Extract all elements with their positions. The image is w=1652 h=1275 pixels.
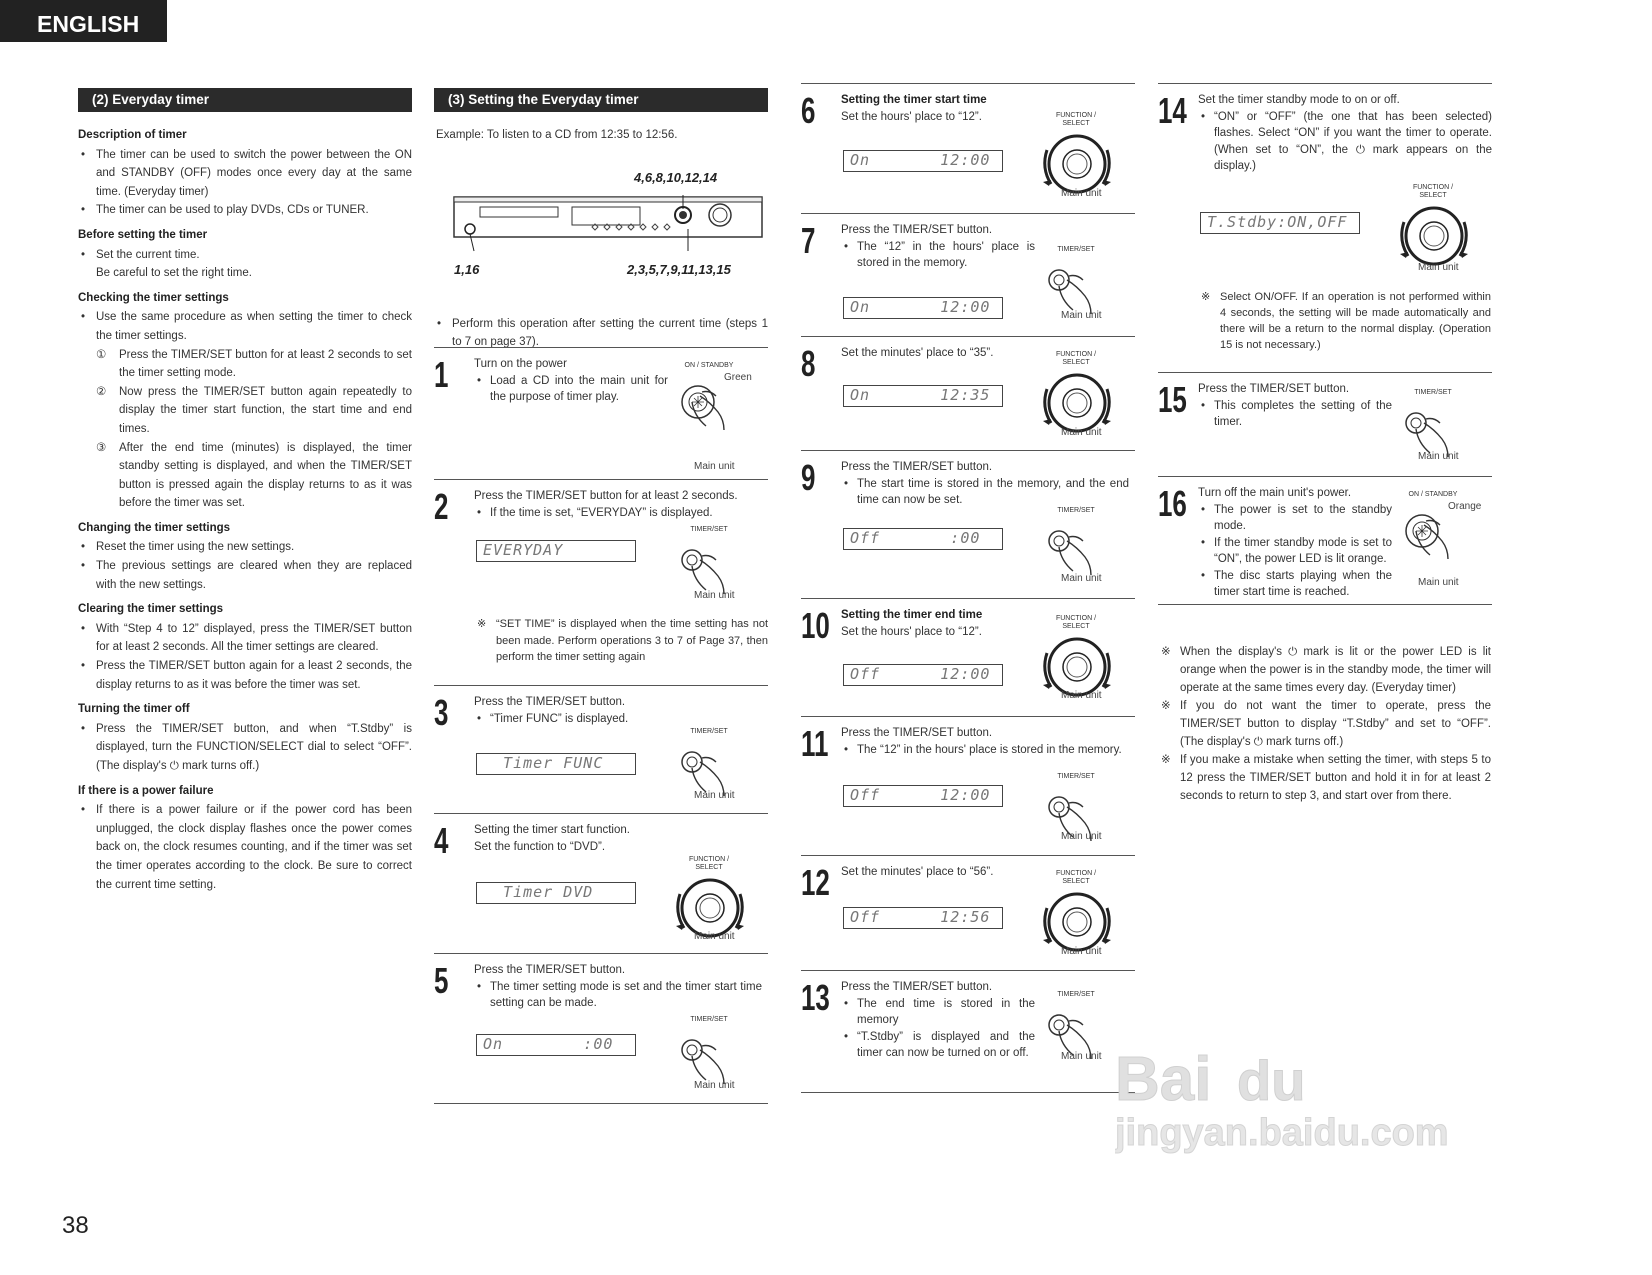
step-text: Press the TIMER/SET button. • The end time is stored in the memory • “T.Stdby” is displayed and the timer can now be turned on or off. xyxy=(841,979,1035,1062)
function-select-dial: FUNCTION / SELECT xyxy=(1033,870,1129,962)
heading-checking: Checking the timer settings xyxy=(78,291,229,304)
main-unit-caption: Main unit xyxy=(1061,573,1102,584)
lcd-display: On 12:35 xyxy=(843,385,1003,407)
step-11 xyxy=(801,716,1135,855)
svg-text:du: du xyxy=(1237,1049,1306,1112)
list-item: • If there is a power failure or if the power cord has been unplugged, the clock display flashes once the power comes back on, the clock resumes counting, and if the timer was set the timer operates according to the clock. Be sure to correct the current time setting. xyxy=(78,801,412,894)
step-text: Setting the timer start function. Set the function to “DVD”. xyxy=(474,824,630,853)
step-13 xyxy=(801,970,1135,1092)
function-select-dial: FUNCTION / SELECT xyxy=(1390,184,1486,278)
watermark xyxy=(1115,1045,1475,1160)
lcd-display: On 12:00 xyxy=(843,297,1003,319)
setting-everyday-timer-section xyxy=(434,88,768,364)
step-text: Press the TIMER/SET button. • The “12” in the hours' place is stored in the memory. xyxy=(841,725,1129,758)
step-text: Set the minutes' place to “35”. xyxy=(841,347,994,359)
timer-set-button: TIMER/SET xyxy=(666,526,762,606)
step-6 xyxy=(801,83,1135,213)
everyday-timer-section xyxy=(78,88,412,894)
divider xyxy=(434,1103,768,1104)
step-4 xyxy=(434,813,768,953)
list-item: • The disc starts playing when the timer start time is reached. xyxy=(1198,568,1392,601)
step-number: 10 xyxy=(801,605,830,646)
list-item: • Use the same procedure as when setting the timer to check the timer settings. xyxy=(78,308,412,345)
function-select-dial: FUNCTION / SELECT xyxy=(666,856,762,947)
step-number: 13 xyxy=(801,977,830,1018)
list-item: • Press the TIMER/SET button, and when “T.Stdby” is displayed, turn the FUNCTION/SELECT dial to select “OFF”. (The display's ⏻ mark turns off.) xyxy=(78,720,412,776)
on-standby-button: ON / STANDBY Orange xyxy=(1390,491,1486,593)
list-item: • The timer setting mode is set and the timer start time setting can be made. xyxy=(474,979,762,1012)
step-text: Press the TIMER/SET button for at least 2 seconds. • If the time is set, “EVERYDAY” is displayed. xyxy=(474,488,762,521)
timer-set-button: TIMER/SET xyxy=(1033,246,1129,326)
lcd-display: EVERYDAY xyxy=(476,540,636,562)
step-9 xyxy=(801,450,1135,598)
list-item: • “ON” or “OFF” (the one that has been selected) flashes. Select “ON” if you want the timer to operate. (When set to “ON”, the ⏻ mark appears on the display.) xyxy=(1198,109,1492,175)
heading-clearing: Clearing the timer settings xyxy=(78,603,224,616)
step-number: 14 xyxy=(1158,90,1187,131)
page-number: 38 xyxy=(62,1212,89,1239)
main-unit-caption: Main unit xyxy=(694,931,735,942)
list-item: • Perform this operation after setting the current time (steps 1 to 7 on page 37). xyxy=(434,315,768,352)
list-item: • Reset the timer using the new settings. xyxy=(78,538,412,557)
step-text: Press the TIMER/SET button. • This completes the setting of the timer. xyxy=(1198,381,1392,431)
list-item: • The previous settings are cleared when they are replaced with the new settings. xyxy=(78,557,412,594)
list-item: • The timer can be used to switch the power between the ON and STANDBY (OFF) modes once every day at the same time. (Everyday timer) xyxy=(78,146,412,202)
led-color-label: Orange xyxy=(1448,501,1482,512)
main-unit-caption: Main unit xyxy=(1061,427,1102,438)
callout-top: 4,6,8,10,12,14 xyxy=(634,169,718,185)
step-text: Set the timer standby mode to on or off. • “ON” or “OFF” (the one that has been selected) flashes. Select “ON” if you want the timer to operate. (When set to “ON”, the ⏻ mark appears on the display.) xyxy=(1198,92,1492,175)
function-select-dial: FUNCTION / SELECT xyxy=(1033,615,1129,706)
note-step-2: ※ “SET TIME” is displayed when the time setting has not been made. Perform operations 3 to 7 of Page 37, then perform the timer setting again xyxy=(477,618,768,663)
list-item: • This completes the setting of the timer. xyxy=(1198,398,1392,431)
list-item: • “T.Stdby” is displayed and the timer can now be turned on or off. xyxy=(841,1029,1035,1062)
heading-power-failure: If there is a power failure xyxy=(78,784,214,797)
section-title: (3) Setting the Everyday timer xyxy=(434,88,768,112)
section-title: (2) Everyday timer xyxy=(78,88,412,112)
step-3 xyxy=(434,685,768,813)
step-16 xyxy=(1158,476,1492,604)
callout-left: 1,16 xyxy=(454,261,480,277)
step-8 xyxy=(801,336,1135,450)
main-unit-caption: Main unit xyxy=(1061,690,1102,701)
main-unit-caption: Main unit xyxy=(1061,946,1102,957)
step-text: Press the TIMER/SET button. • “Timer FUNC” is displayed. xyxy=(474,694,762,727)
heading-changing: Changing the timer settings xyxy=(78,521,231,534)
timer-set-button-icon xyxy=(1039,783,1119,857)
baidu-watermark-icon xyxy=(1115,1045,1475,1155)
step-text: Turn on the power • Load a CD into the main unit for the purpose of timer play. xyxy=(474,356,668,406)
list-item: • The timer can be used to play DVDs, CDs or TUNER. xyxy=(78,201,412,220)
step-5 xyxy=(434,953,768,1103)
timer-set-button: TIMER/SET xyxy=(1033,507,1129,589)
paragraph: Be careful to set the right time. xyxy=(96,267,252,280)
step-text: Setting the timer start time Set the hours' place to “12”. xyxy=(841,94,987,123)
lcd-display: Off 12:00 xyxy=(843,664,1003,686)
step-number: 7 xyxy=(801,220,816,261)
lcd-display: Timer FUNC xyxy=(476,753,636,775)
main-unit-caption: Main unit xyxy=(1061,188,1102,199)
step-number: 3 xyxy=(434,692,449,733)
step-number: 15 xyxy=(1158,379,1187,420)
step-number: 11 xyxy=(801,723,829,764)
power-button-icon xyxy=(672,372,752,446)
main-unit-caption: Main unit xyxy=(1061,310,1102,321)
timer-set-button: TIMER/SET xyxy=(1033,991,1129,1067)
main-unit-caption: Main unit xyxy=(1061,831,1102,842)
step-text: Turn off the main unit's power. • The power is set to the standby mode. • If the timer standby mode is set to “ON”, the power LED is lit orange. • The disc starts playing when the timer start time is reached. xyxy=(1198,485,1392,601)
heading-turning-off: Turning the timer off xyxy=(78,703,190,716)
timer-set-button-icon xyxy=(1039,1001,1119,1075)
step-number: 5 xyxy=(434,960,449,1001)
main-unit-caption: Main unit xyxy=(694,461,735,472)
example-text: Example: To listen to a CD from 12:35 to 12:56. xyxy=(436,129,678,141)
note-item: ※ If you make a mistake when setting the timer, with steps 5 to 12 press the TIMER/SET button and hold it in for at least 2 seconds to return to step 3, and start over from there. xyxy=(1161,754,1491,802)
timer-set-button: TIMER/SET xyxy=(666,728,762,806)
lcd-display: Timer DVD xyxy=(476,882,636,904)
step-number: 2 xyxy=(434,486,449,527)
list-item: • Load a CD into the main unit for the purpose of timer play. xyxy=(474,373,668,406)
notes-bottom xyxy=(1158,643,1491,805)
list-item: ① Press the TIMER/SET button for at least 2 seconds to set the timer setting mode. xyxy=(96,348,412,380)
list-item: • The “12” in the hours' place is stored in the memory. xyxy=(841,239,1035,272)
step-12 xyxy=(801,855,1135,970)
main-unit-caption: Main unit xyxy=(1418,262,1459,273)
step-7 xyxy=(801,213,1135,336)
led-color-label: Green xyxy=(724,372,752,383)
svg-text:Bai: Bai xyxy=(1115,1045,1212,1114)
main-unit-caption: Main unit xyxy=(1418,577,1459,588)
callout-right: 2,3,5,7,9,11,13,15 xyxy=(627,261,731,277)
function-select-dial: FUNCTION / SELECT xyxy=(1033,351,1129,443)
lcd-display: Off 12:00 xyxy=(843,785,1003,807)
lcd-display: On 12:00 xyxy=(843,150,1003,172)
step-number: 16 xyxy=(1158,483,1187,524)
heading-before: Before setting the timer xyxy=(78,228,208,241)
lcd-display: Off 12:56 xyxy=(843,907,1003,929)
list-item: • Press the TIMER/SET button again for a least 2 seconds, the display returns to as it was before the timer was set. xyxy=(78,657,412,694)
note-step-14: ※ Select ON/OFF. If an operation is not performed within 4 seconds, the setting will be made automatically and there will be a return to the normal display. (Operation 15 is not necessary.) xyxy=(1201,291,1491,351)
step-text: Press the TIMER/SET button. • The “12” in the hours' place is stored in the memory. xyxy=(841,222,1035,272)
step-text: Press the TIMER/SET button. • The timer setting mode is set and the timer start time setting can be made. xyxy=(474,962,762,1012)
step-number: 4 xyxy=(434,820,449,861)
list-item: • Set the current time. xyxy=(78,246,412,265)
main-unit-caption: Main unit xyxy=(694,590,735,601)
step-number: 12 xyxy=(801,862,830,903)
timer-set-button: TIMER/SET xyxy=(1390,389,1486,467)
note-item: ※ If you do not want the timer to operate, press the TIMER/SET button to display “T.Stdby” and set to “OFF”. (The display's ⏻ mark turns off.) xyxy=(1161,700,1491,748)
svg-text:jingyan.baidu.com: jingyan.baidu.com xyxy=(1115,1112,1449,1154)
lcd-display: T.Stdby:ON,OFF xyxy=(1200,212,1360,234)
note-item: ※ When the display's ⏻ mark is lit or the power LED is lit orange when the power is in the standby mode, the timer will operate at the same times every day. (Everyday timer) xyxy=(1161,646,1491,694)
timer-set-button: TIMER/SET xyxy=(1033,773,1129,847)
heading-description: Description of timer xyxy=(78,129,187,141)
list-item: • The “12” in the hours' place is stored in the memory. xyxy=(841,742,1129,759)
lcd-display: Off :00 xyxy=(843,528,1003,550)
main-unit-caption: Main unit xyxy=(694,1080,735,1091)
step-1 xyxy=(434,347,768,479)
function-select-dial: FUNCTION / SELECT xyxy=(1033,112,1129,204)
player-front-panel-icon xyxy=(452,185,768,255)
list-item: • The end time is stored in the memory xyxy=(841,996,1035,1029)
list-item: • If the timer standby mode is set to “ON”, the power LED is lit orange. xyxy=(1198,535,1392,568)
step-text: Set the minutes' place to “56”. xyxy=(841,866,994,878)
lcd-display: On :00 xyxy=(476,1034,636,1056)
step-number: 8 xyxy=(801,343,816,384)
step-number: 6 xyxy=(801,90,816,131)
main-unit-caption: Main unit xyxy=(1418,451,1459,462)
on-standby-button: ON / STANDBY Green xyxy=(666,362,762,477)
list-item: ③ After the end time (minutes) is displayed, the timer standby setting is displayed, and when the TIMER/SET button is pressed again the display returns to as it was before the timer was set. xyxy=(96,441,412,510)
step-text: Press the TIMER/SET button. • The start time is stored in the memory, and the end time can now be set. xyxy=(841,459,1129,509)
divider xyxy=(801,1092,1135,1093)
list-item: • With “Step 4 to 12” displayed, press the TIMER/SET button for at least 2 seconds. All the timer settings are cleared. xyxy=(78,620,412,657)
step-number: 9 xyxy=(801,457,816,498)
list-item: • “Timer FUNC” is displayed. xyxy=(474,711,762,728)
list-item: • The power is set to the standby mode. xyxy=(1198,502,1392,535)
power-button-icon xyxy=(1396,501,1476,575)
list-item: • If the time is set, “EVERYDAY” is displayed. xyxy=(474,505,762,522)
list-item: • The start time is stored in the memory, and the end time can now be set. xyxy=(841,476,1129,509)
main-unit-caption: Main unit xyxy=(694,790,735,801)
language-tab: ENGLISH xyxy=(0,0,167,42)
main-unit-caption: Main unit xyxy=(1061,1051,1102,1062)
step-number: 1 xyxy=(434,354,449,395)
list-item: ② Now press the TIMER/SET button again repeatedly to display the timer start function, the start time and end times. xyxy=(96,385,412,435)
step-15 xyxy=(1158,372,1492,476)
divider xyxy=(1158,604,1492,605)
device-figure xyxy=(434,145,768,315)
timer-set-button: TIMER/SET xyxy=(666,1016,762,1096)
step-10 xyxy=(801,598,1135,716)
step-text: Setting the timer end time Set the hours' place to “12”. xyxy=(841,609,983,638)
